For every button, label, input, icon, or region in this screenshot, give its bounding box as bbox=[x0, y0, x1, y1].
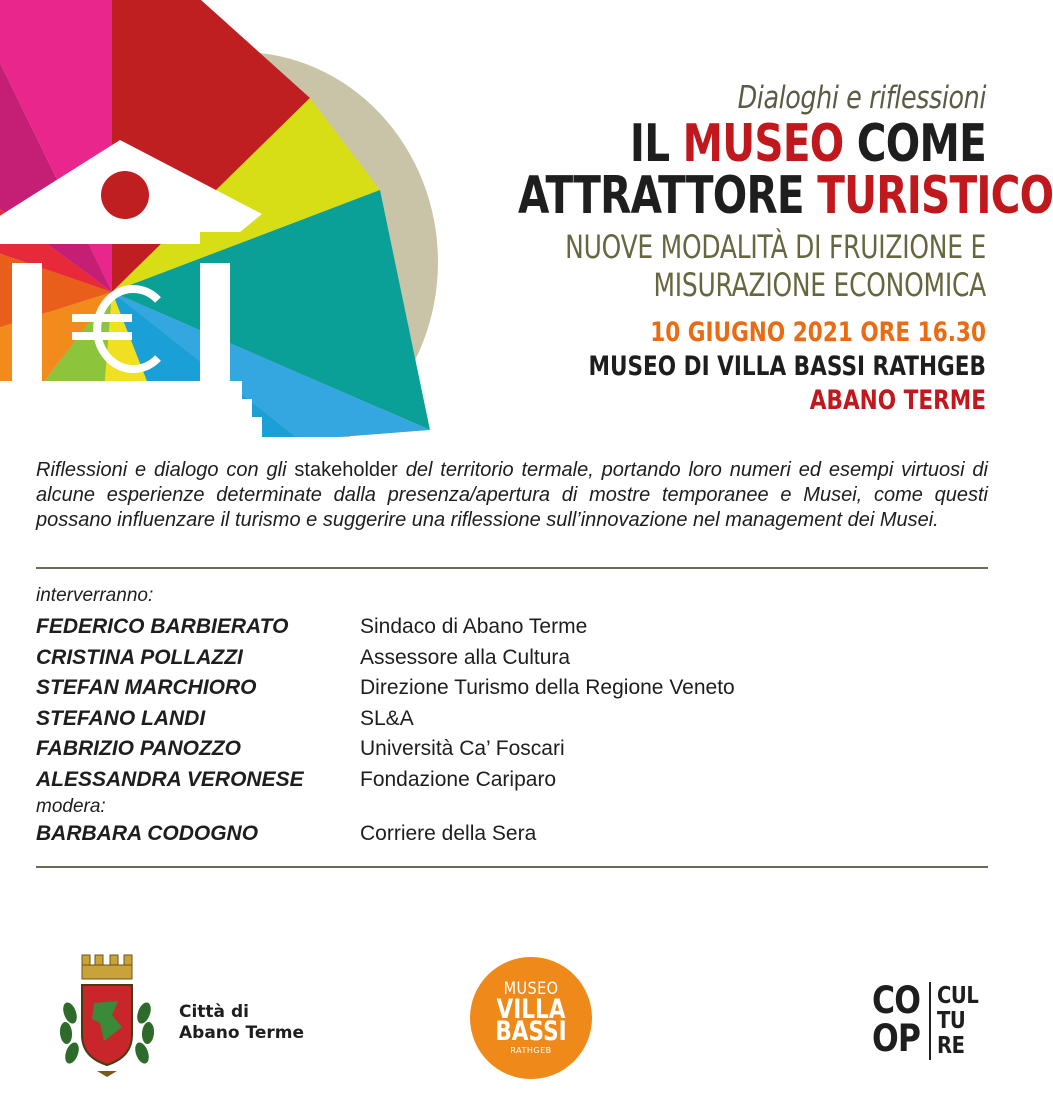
speaker-name: CRISTINA POLLAZZI bbox=[36, 645, 243, 669]
divider-bottom bbox=[36, 866, 988, 868]
museo-logo-line2: VILLA bbox=[496, 994, 566, 1025]
speaker-row bbox=[36, 704, 988, 735]
museum-wheel-graphic bbox=[0, 0, 440, 440]
coop-logo-op: OP bbox=[872, 1017, 921, 1060]
speaker-row bbox=[36, 734, 988, 765]
title-part: IL bbox=[629, 114, 683, 174]
crown-icon bbox=[82, 955, 132, 979]
moderator-name: BARBARA CODOGNO bbox=[36, 822, 259, 846]
intro-keyword: stakeholder bbox=[294, 459, 398, 481]
museo-logo-line4: RATHGEB bbox=[510, 1046, 552, 1055]
coop-logo-re: RE bbox=[937, 1033, 965, 1059]
event-header bbox=[386, 80, 1053, 418]
coop-logo-right bbox=[937, 984, 978, 1059]
speakers-label: interverranno: bbox=[36, 585, 154, 606]
title-highlight-museo: MUSEO bbox=[682, 114, 844, 174]
coop-logo-tu: TU bbox=[937, 1008, 966, 1034]
speaker-role: Università Ca’ Foscari bbox=[360, 737, 565, 761]
title-part: COME bbox=[843, 114, 986, 174]
coop-culture-logo bbox=[872, 979, 979, 1062]
speaker-row bbox=[36, 643, 988, 674]
intro-paragraph bbox=[36, 458, 988, 533]
city-logo-text bbox=[179, 1002, 304, 1044]
speaker-name: ALESSANDRA VERONESE bbox=[36, 767, 304, 791]
coop-logo-cul: CUL bbox=[937, 983, 979, 1009]
speaker-row bbox=[36, 612, 988, 643]
speaker-role: Fondazione Cariparo bbox=[360, 767, 557, 791]
coop-logo-left bbox=[872, 979, 921, 1060]
speaker-name: STEFAN MARCHIORO bbox=[36, 676, 257, 700]
speaker-role: Sindaco di Abano Terme bbox=[360, 615, 588, 639]
city-logo-line2: Abano Terme bbox=[179, 1023, 304, 1043]
speakers-section bbox=[36, 584, 988, 850]
main-title-line2 bbox=[518, 166, 1053, 226]
series-title: Dialoghi e riflessioni bbox=[737, 80, 986, 116]
abano-coat-of-arms-logo bbox=[52, 953, 162, 1081]
speaker-row bbox=[36, 673, 988, 704]
speaker-name: FABRIZIO PANOZZO bbox=[36, 737, 241, 761]
title-part: ATTRATTORE bbox=[518, 166, 818, 226]
subtitle-line1: NUOVE MODALITÀ DI FRUIZIONE E bbox=[565, 228, 986, 266]
moderator-role: Corriere della Sera bbox=[360, 822, 537, 846]
event-city: ABANO TERME bbox=[809, 385, 986, 416]
intro-text: del territorio termale, portando loro numeri ed esempi virtuosi di alcune esperienze determinate dalla presenza/apertura di mostre temporanee e Musei, come questi possano influenzare il turismo e suggerire una riflessione sull’innovazione nel management dei Musei. bbox=[36, 459, 988, 531]
event-date: 10 GIUGNO 2021 ORE 16.30 bbox=[650, 317, 986, 348]
speaker-role: SL&A bbox=[360, 706, 414, 730]
divider-top bbox=[36, 567, 988, 569]
coop-logo-co: CO bbox=[872, 979, 921, 1022]
city-logo-line1: Città di bbox=[179, 1002, 249, 1022]
speaker-role: Direzione Turismo della Regione Veneto bbox=[360, 676, 735, 700]
title-highlight-turistico: TURISTICO bbox=[817, 166, 1053, 226]
main-title-line1 bbox=[518, 114, 986, 174]
event-venue: MUSEO DI VILLA BASSI RATHGEB bbox=[588, 351, 986, 382]
speaker-name: STEFANO LANDI bbox=[36, 706, 206, 730]
speaker-name: FEDERICO BARBIERATO bbox=[36, 615, 289, 639]
speaker-row bbox=[36, 765, 988, 796]
subtitle-line2: MISURAZIONE ECONOMICA bbox=[653, 266, 986, 304]
speaker-role: Assessore alla Cultura bbox=[360, 645, 571, 669]
moderator-row bbox=[36, 819, 988, 850]
intro-text: Riflessioni e dialogo con gli bbox=[36, 459, 295, 481]
moderator-label: modera: bbox=[36, 796, 106, 817]
museo-logo-line1: MUSEO bbox=[503, 979, 559, 999]
museo-logo-line3: BASSI bbox=[495, 1016, 567, 1047]
museo-villa-bassi-logo bbox=[470, 957, 592, 1079]
coop-logo-divider bbox=[929, 982, 931, 1060]
